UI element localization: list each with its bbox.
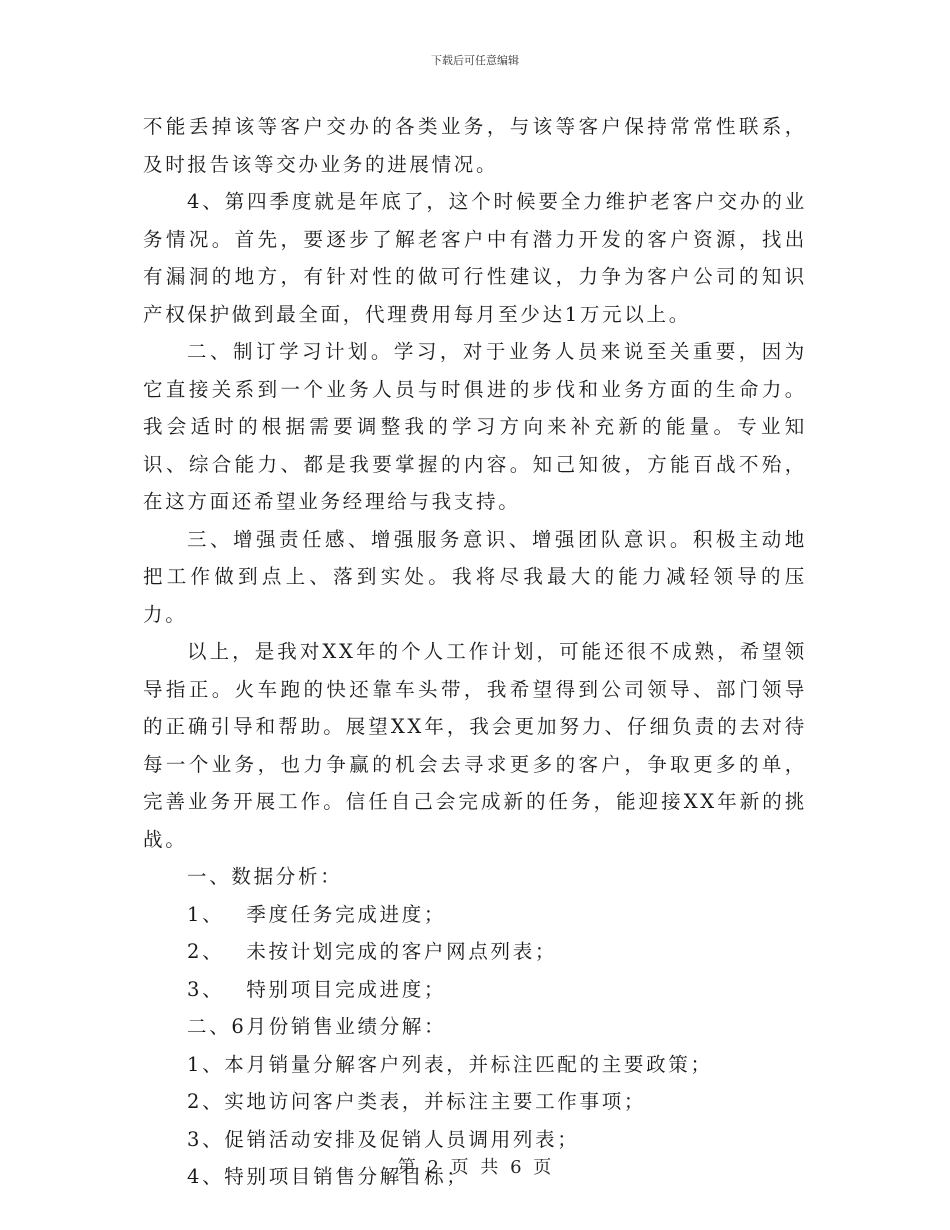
paragraph-continuation: 不能丢掉该等客户交办的各类业务，与该等客户保持常常性联系，及时报告该等交办业务的进展情况。 [143,115,807,176]
paragraph-q4-plan: 4、第四季度就是年底了，这个时候要全力维护老客户交办的业务情况。首先，要逐步了解老客户中有潜力开发的客户资源，找出有漏洞的地方，有针对性的做可行性建议，力争为客户公司的知识产权保护做到最全面，代理费用每月至少达1万元以上。 [143,190,807,326]
list-item [143,896,807,934]
document-body [143,108,807,1196]
list-item-text: 特别项目完成进度； [246,977,447,1001]
list-item: 2、实地访问客户类表，并标注主要工作事项； [187,1090,647,1113]
list-item: 4、特别项目销售分解目标； [187,1165,469,1188]
list-item-number: 1、 [187,902,225,926]
list-item [143,971,807,1009]
section-title-data-analysis: 一、数据分析： [187,865,343,888]
list-item-text: 未按计划完成的客户网点列表； [246,940,558,963]
page-header: 下载后可任意编辑 [431,54,519,67]
list-item-text: 季度任务完成进度； [246,902,447,926]
list-item: 1、本月销量分解客户列表，并标注匹配的主要政策； [187,1052,713,1076]
list-item: 3、促销活动安排及促销人员调用列表； [187,1127,580,1151]
paragraph-responsibility: 三、增强责任感、增强服务意识、增强团队意识。积极主动地把工作做到点上、落到实处。我将尽我最大的能力减轻领导的压力。 [143,527,807,626]
list-item-number: 2、 [187,940,225,963]
paragraph-summary: 以上，是我对XX年的个人工作计划，可能还很不成熟，希望领导指正。火车跑的快还靠车头带，我希望得到公司领导、部门领导的正确引导和帮助。展望XX年，我会更加努力、仔细负责的去对待每一个业务，也力争赢的机会去寻求更多的客户，争取更多的单，完善业务开展工作。信任自己会完成新的任务，能迎接XX年新的挑战。 [143,640,807,851]
page-number-footer: 第 2 页 共 6 页 [397,1157,553,1178]
paragraph-study-plan: 二、制订学习计划。学习，对于业务人员来说至关重要，因为它直接关系到一个业务人员与时俱进的步伐和业务方面的生命力。我会适时的根据需要调整我的学习方向来补充新的能量。专业知识、综合能力、都是我要掌握的内容。知己知彼，方能百战不殆，在这方面还希望业务经理给与我支持。 [143,340,807,513]
section-title-sales-breakdown: 二、6月份销售业绩分解： [187,1015,447,1038]
list-item [143,933,807,971]
list-item-number: 3、 [187,977,225,1001]
